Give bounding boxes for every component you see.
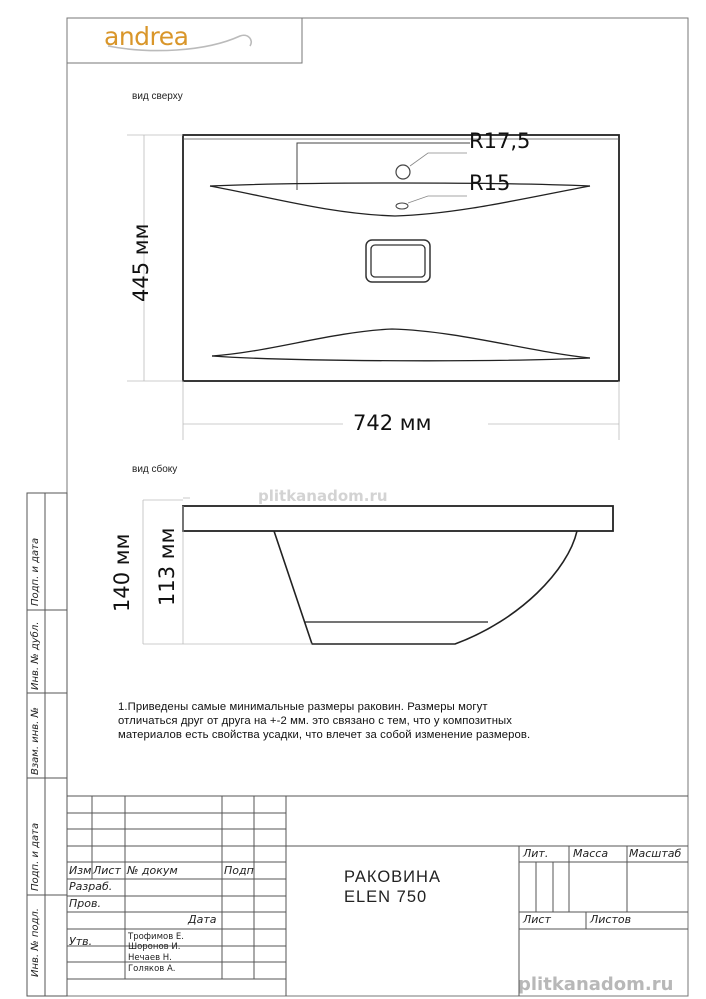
width-dimension-label: 742 мм [353, 411, 432, 435]
tb-name-4: Голяков А. [128, 964, 176, 974]
watermark-bottom-right: plitkanadom.ru [518, 974, 674, 995]
bowl-edge-upper [210, 186, 590, 216]
tb-listov: Листов [590, 913, 632, 926]
overflow-hole [396, 203, 408, 209]
tb-izm: Изм [69, 864, 92, 877]
tb-data: Дата [188, 913, 217, 926]
radius-large-label: R17,5 [469, 129, 531, 153]
side-vzam-inv: Взам. инв. № [30, 707, 41, 775]
drain-inner [371, 245, 425, 277]
tb-podp: Подп [224, 864, 254, 877]
height-total-label: 140 мм [110, 533, 134, 612]
drawing-title-line-2: ELEN 750 [344, 888, 428, 906]
countertop-slab [183, 506, 613, 531]
drain-outer [366, 240, 430, 282]
drawing-title-line-1: РАКОВИНА [344, 868, 441, 886]
depth-dimension-label: 445 мм [129, 223, 153, 302]
tap-hole [396, 165, 410, 179]
watermark-center: plitkanadom.ru [258, 487, 388, 505]
side-podp-data-1: Подп. и дата [30, 537, 41, 606]
side-inv-dubl: Инв. № дубл. [30, 621, 41, 690]
top-view-label: вид сверху [132, 91, 183, 102]
note-line-2: отличаться друг от друга на +-2 мм. это связано с тем, что у композитных [118, 715, 513, 727]
bowl-edge-lower [212, 329, 590, 358]
tb-name-3: Нечаев Н. [128, 953, 172, 963]
tb-masshtab: Масштаб [629, 847, 682, 860]
side-view-label: вид сбоку [132, 464, 178, 475]
side-view [143, 498, 613, 644]
andrea-logo: andrea [104, 22, 189, 51]
side-inv-podl: Инв. № подл. [30, 908, 41, 977]
top-view [127, 135, 619, 440]
tb-prov: Пров. [69, 897, 101, 910]
radius-small-label: R15 [469, 171, 511, 195]
tb-lit: Лит. [523, 847, 549, 860]
side-podp-data-2: Подп. и дата [30, 822, 41, 891]
note-line-1: 1.Приведены самые минимальные размеры раковин. Размеры могут [118, 701, 488, 713]
sink-outline-top [183, 135, 619, 381]
tb-list: Лист [93, 864, 121, 877]
height-bowl-label: 113 мм [155, 527, 179, 606]
tb-razrab: Разраб. [69, 880, 113, 893]
tb-utv: Утв. [69, 935, 93, 948]
tb-n-dokum: № докум [127, 864, 178, 877]
tb-name-1: Трофимов Е. [128, 932, 184, 942]
tb-name-2: Шоронов И. [128, 942, 181, 952]
note-line-3: материалов есть свойства усадки, что влечет за собой изменение размеров. [118, 729, 531, 741]
tb-massa: Масса [573, 847, 609, 860]
tb-list-label: Лист [523, 913, 551, 926]
bowl-profile [274, 531, 577, 644]
